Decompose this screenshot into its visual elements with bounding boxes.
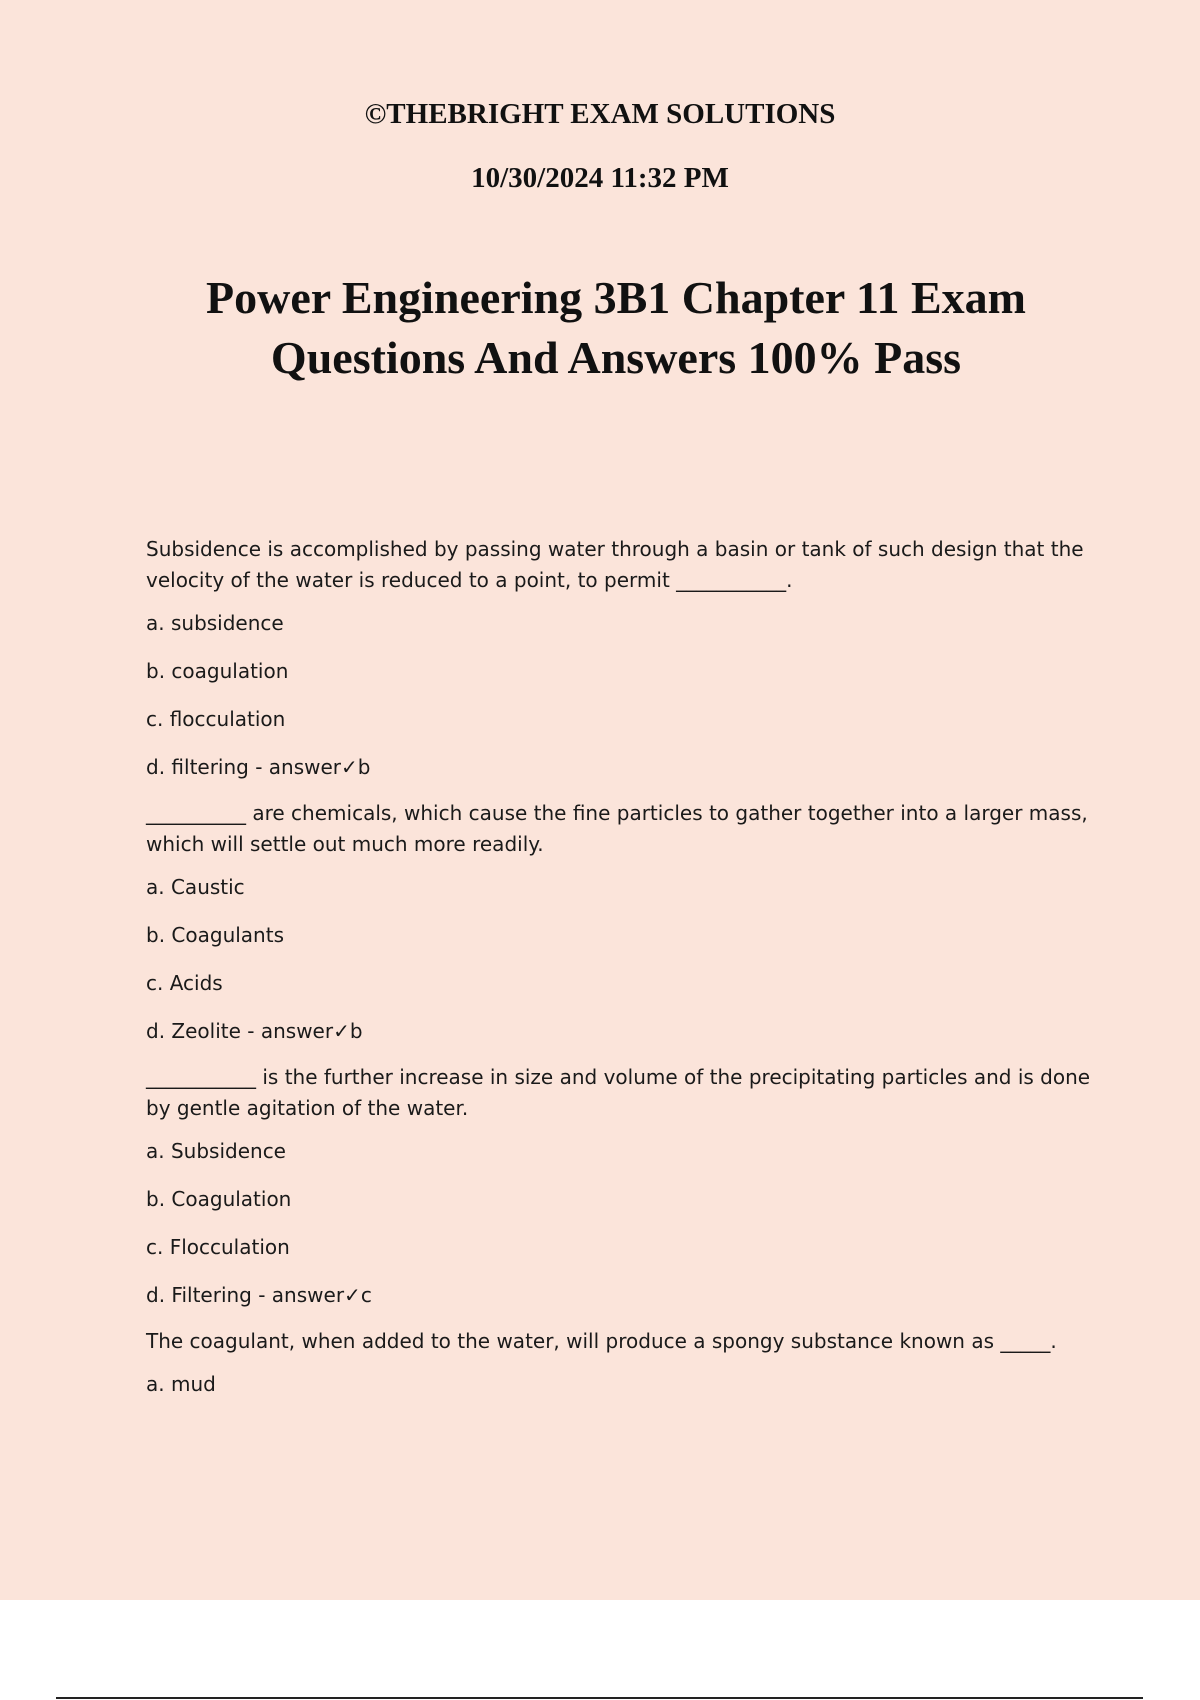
question-prompt-line: velocity of the water is reduced to a point, to permit ___________. [146, 568, 793, 592]
answer-option-a: a. Caustic [146, 875, 245, 899]
document-title [80, 268, 1152, 388]
footer-divider [56, 1697, 1143, 1699]
question-block-1 [146, 534, 1096, 780]
question-block-3 [146, 1062, 1096, 1308]
answer-option-b: b. Coagulation [146, 1187, 292, 1211]
correct-answer: b [357, 755, 371, 779]
question-prompt-line: which will settle out much more readily. [146, 832, 544, 856]
answer-option-d [146, 1018, 1096, 1044]
checkmark-icon: ✓ [344, 1283, 361, 1307]
correct-answer: b [349, 1019, 363, 1043]
question-prompt-line: The coagulant, when added to the water, will produce a spongy substance known as _____. [146, 1329, 1057, 1353]
answer-option-b: b. Coagulants [146, 923, 284, 947]
question-prompt-line: Subsidence is accomplished by passing water through a basin or tank of such design that the [146, 537, 1084, 561]
question-prompt-line: __________ are chemicals, which cause the fine particles to gather together into a larger mass, [146, 801, 1088, 825]
question-prompt-line: ___________ is the further increase in size and volume of the precipitating particles and is done [146, 1065, 1091, 1089]
document-datetime: 10/30/2024 11:32 PM [471, 162, 729, 194]
answer-option-a: a. subsidence [146, 611, 284, 635]
question-list [146, 534, 1096, 1419]
answer-option-d-label: d. Zeolite - answer [146, 1019, 334, 1043]
question-prompt-line: by gentle agitation of the water. [146, 1096, 469, 1120]
answer-option-c: c. flocculation [146, 707, 286, 731]
answer-option-d-label: d. filtering - answer [146, 755, 342, 779]
question-prompt [146, 534, 1096, 596]
correct-answer: c [360, 1283, 372, 1307]
answer-option-b: b. coagulation [146, 659, 289, 683]
brand-header: ©THEBRIGHT EXAM SOLUTIONS [364, 98, 836, 130]
question-block-2 [146, 798, 1096, 1044]
question-block-4 [146, 1326, 1096, 1397]
document-title-line-2: Questions And Answers 100% Pass [270, 332, 962, 383]
document-title-line-1: Power Engineering 3B1 Chapter 11 Exam [206, 272, 1026, 323]
checkmark-icon: ✓ [341, 755, 358, 779]
answer-option-d [146, 1282, 1096, 1308]
answer-option-c: c. Flocculation [146, 1235, 290, 1259]
answer-option-a: a. mud [146, 1372, 216, 1396]
answer-option-d [146, 754, 1096, 780]
answer-option-a: a. Subsidence [146, 1139, 286, 1163]
answer-option-d-label: d. Filtering - answer [146, 1283, 345, 1307]
answer-option-c: c. Acids [146, 971, 223, 995]
question-prompt [146, 798, 1096, 860]
question-prompt [146, 1062, 1096, 1124]
checkmark-icon: ✓ [333, 1019, 350, 1043]
question-prompt [146, 1326, 1096, 1357]
